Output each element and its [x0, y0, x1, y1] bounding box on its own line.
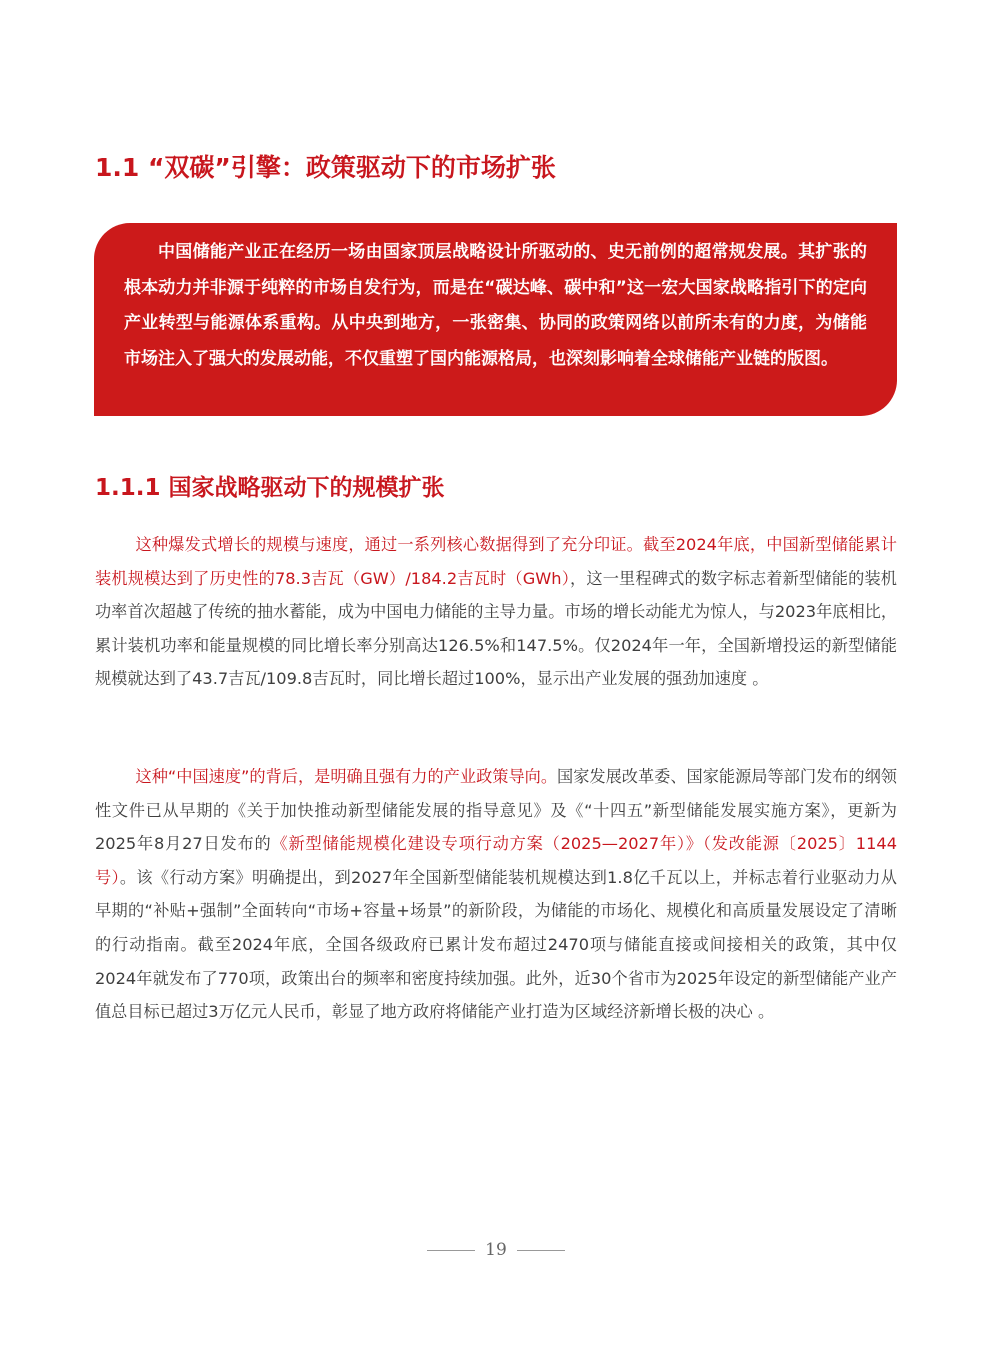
- subsection-heading: 1.1.1 国家战略驱动下的规模扩张: [95, 475, 445, 501]
- intro-callout-box: [94, 223, 897, 416]
- paragraph-2-rest: 。该《行动方案》明确提出，到2027年全国新型储能装机规模达到1.8亿千瓦以上，并标志着行业驱动力从早期的“补贴+强制”全面转向“市场+容量+场景”的新阶段，为储能的市场化、规模化和高质量发展设定了清晰的行动指南。截至2024年底，全国各级政府已累计发布超过2470项与储能直接或间接相关的政策，其中仅2024年就发布了770项，政策出台的频率和密度持续加强。此外，近30个省市为2025年设定的新型储能产业产值总目标已超过3万亿元人民币，彰显了地方政府将储能产业打造为区域经济新增长极的决心 。: [95, 867, 897, 1022]
- paragraph-2: [95, 760, 897, 1029]
- paragraph-1-highlight: 这种爆发式增长的规模与速度，通过一系列核心数据得到了充分印证。截至2024年底，中国新型储能累计装机规模达到了历史性的78.3吉瓦（GW）/184.2吉瓦时（GWh）: [95, 535, 897, 588]
- paragraph-2-highlight-1: 这种“中国速度”的背后，是明确且强有力的产业政策导向。: [135, 767, 558, 786]
- page-number: 19: [485, 1240, 507, 1260]
- paragraph-2-highlight-2: 《新型储能规模化建设专项行动方案（2025—2027年）》（发改能源〔2025〕1144号）: [95, 834, 897, 887]
- section-heading: 1.1 “双碳”引擎：政策驱动下的市场扩张: [95, 153, 556, 182]
- page-footer: [0, 1236, 992, 1264]
- footer-divider-right: [517, 1250, 565, 1251]
- footer-divider-left: [427, 1250, 475, 1251]
- paragraph-1-rest: ，这一里程碑式的数字标志着新型储能的装机功率首次超越了传统的抽水蓄能，成为中国电力储能的主导力量。市场的增长动能尤为惊人，与2023年底相比，累计装机功率和能量规模的同比增长率分别高达126.5%和147.5%。仅2024年一年，全国新增投运的新型储能规模就达到了43.7吉瓦/109.8吉瓦时，同比增长超过100%，显示出产业发展的强劲加速度 。: [95, 568, 898, 689]
- paragraph-1: [95, 528, 897, 696]
- paragraph-2-part-2: 国家发展改革委、国家能源局等部门发布的纲领性文件已从早期的《关于加快推动新型储能发展的指导意见》及《“十四五”新型储能发展实施方案》，更新为2025年8月27日发布的: [95, 767, 897, 854]
- intro-text: 中国储能产业正在经历一场由国家顶层战略设计所驱动的、史无前例的超常规发展。其扩张的根本动力并非源于纯粹的市场自发行为，而是在“碳达峰、碳中和”这一宏大国家战略指引下的定向产业转型与能源体系重构。从中央到地方，一张密集、协同的政策网络以前所未有的力度，为储能市场注入了强大的发展动能，不仅重塑了国内能源格局，也深刻影响着全球储能产业链的版图。: [124, 242, 867, 369]
